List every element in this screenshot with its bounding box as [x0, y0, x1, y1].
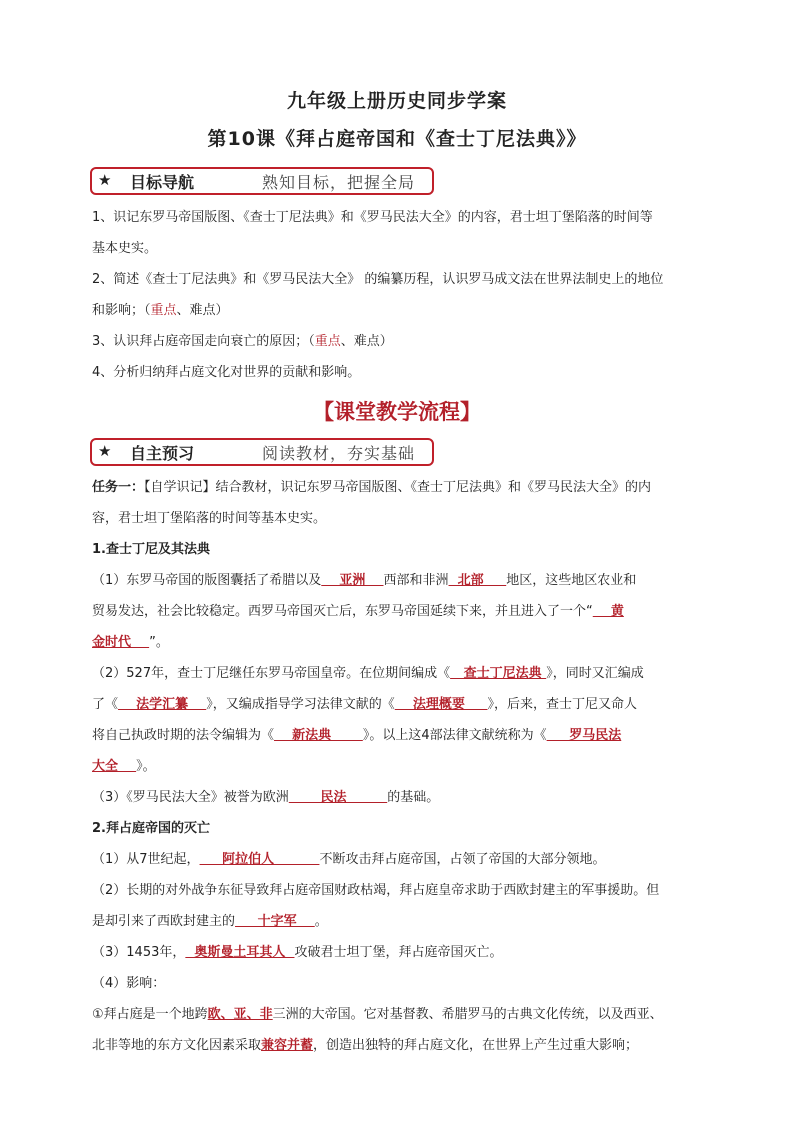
para-2: [92, 658, 704, 689]
banner-tip: 熟知目标，把握全局: [262, 173, 416, 192]
para-q4: （4）影响：: [92, 976, 166, 991]
para-2-end: [92, 751, 704, 782]
goal-item-2-cont: [92, 295, 704, 326]
text: 贸易发达，社会比较稳定。西罗马帝国灭亡后，东罗马帝国延续下来，并且进入了一个“: [92, 604, 593, 619]
para-1-end: [92, 627, 704, 658]
text: 》，又编成指导学习法律文献的《: [206, 697, 395, 712]
answer: 民法: [288, 790, 388, 805]
answer: 亚洲: [321, 573, 384, 588]
banner-label: 目标导航: [130, 173, 195, 192]
answer: 法理概要: [394, 697, 488, 712]
text: 的基础。: [387, 790, 440, 805]
goals-list: [92, 202, 704, 388]
text: 》。: [136, 759, 156, 774]
goal-item-3: [92, 326, 704, 357]
task-line: [92, 472, 704, 503]
doc-title: 九年级上册历史同步学案: [286, 90, 507, 112]
text: 》，后来，查士丁尼又命人: [487, 697, 637, 712]
text: 攻破君士坦丁堡，拜占庭帝国灭亡。: [294, 945, 503, 960]
star-icon: ★: [98, 442, 112, 460]
para-q3: [92, 937, 704, 968]
goal-item-2: 2、简述《查士丁尼法典》和《罗马民法大全》 的编纂历程，认识罗马成文法在世界法制史上的地位: [92, 272, 664, 287]
text: （2）527年，查士丁尼继任东罗马帝国皇帝。在位期间编成《: [92, 666, 451, 681]
text: 。: [314, 914, 328, 929]
goal-banner: [90, 167, 434, 195]
lesson-title: 第10课《拜占庭帝国和《查士丁尼法典》》: [207, 128, 587, 150]
text: 了《: [92, 697, 119, 712]
para-q2: （2）长期的对外战争东征导致拜占庭帝国财政枯竭，拜占庭皇帝求助于西欧封建主的军事援助。但: [92, 883, 660, 898]
para-2-cont2: [92, 720, 704, 751]
section-heading-2: 2.拜占庭帝国的灭亡: [92, 821, 210, 836]
text: 【自学识记】结合教材，识记东罗马帝国版图、《查士丁尼法典》和《罗马民法大全》的内: [144, 480, 652, 495]
answer: 兼容并蓄: [261, 1038, 314, 1053]
answer: 法学汇纂: [118, 697, 207, 712]
answer: 阿拉伯人: [199, 852, 320, 867]
banner-tip: 阅读教材，夯实基础: [262, 444, 416, 463]
text: 3、认识拜占庭帝国走向衰亡的原因；（: [92, 334, 315, 349]
answer: 黄: [592, 604, 624, 619]
para-q2-cont: [92, 906, 704, 937]
answer: 奥斯曼土耳其人: [185, 945, 295, 960]
answer: 大全: [92, 759, 137, 774]
text: ①拜占庭是一个地跨: [92, 1007, 208, 1022]
text: 、难点）: [176, 303, 229, 318]
task-line-cont: 容，君士坦丁堡陷落的时间等基本史实。: [92, 511, 327, 526]
text: 北非等地的东方文化因素采取: [92, 1038, 262, 1053]
answer: 金时代: [92, 635, 150, 650]
goal-item-4: 4、分析归纳拜占庭文化对世界的贡献和影响。: [92, 365, 361, 380]
text: 和影响；（: [92, 303, 151, 318]
section-heading-1: 1.查士丁尼及其法典: [92, 542, 210, 557]
text: 将自己执政时期的法令编辑为《: [92, 728, 275, 743]
star-icon: ★: [98, 171, 112, 189]
text: 不断攻击拜占庭帝国，占领了帝国的大部分领地。: [319, 852, 606, 867]
answer: 十字军: [235, 914, 315, 929]
answer: 新法典: [274, 728, 363, 743]
answer: 查士丁尼法典: [450, 666, 547, 681]
banner-label: 自主预习: [130, 444, 195, 463]
para-1-cont: [92, 596, 704, 627]
content: [92, 472, 704, 1061]
text: 》，同时又汇编成: [546, 666, 644, 681]
text: 》。以上这4部法律文献统称为《: [362, 728, 547, 743]
task-label: 任务一：: [92, 480, 145, 495]
key-point: 重点: [150, 303, 177, 318]
text: 地区，这些地区农业和: [506, 573, 637, 588]
para-2-cont: [92, 689, 704, 720]
text: ，创造出独特的拜占庭文化，在世界上产生过重大影响；: [313, 1038, 639, 1053]
text: 、难点）: [340, 334, 393, 349]
goal-item-1-cont: 基本史实。: [92, 241, 158, 256]
para-3: [92, 782, 704, 813]
section-heading: 【课堂教学流程】: [313, 399, 481, 424]
preview-banner: [90, 438, 434, 466]
text: ”。: [149, 635, 169, 650]
para-q5-cont: [92, 1030, 704, 1061]
text: 西部和非洲: [383, 573, 449, 588]
text: （1）从7世纪起，: [92, 852, 200, 867]
para-q1: [92, 844, 704, 875]
text: （1）东罗马帝国的版图囊括了希腊以及: [92, 573, 322, 588]
goal-item-1: 1、识记东罗马帝国版图、《查士丁尼法典》和《罗马民法大全》的内容，君士坦丁堡陷落的时间等: [92, 210, 653, 225]
text: 是却引来了西欧封建主的: [92, 914, 236, 929]
key-point: 重点: [314, 334, 341, 349]
answer: 欧、亚、非: [207, 1007, 273, 1022]
text: （3）《罗马民法大全》被誉为欧洲: [92, 790, 289, 805]
para-1: [92, 565, 704, 596]
answer: 北部: [448, 573, 507, 588]
text: （3）1453年，: [92, 945, 186, 960]
para-q5: [92, 999, 704, 1030]
answer: 罗马民法: [546, 728, 622, 743]
text: 三洲的大帝国。它对基督教、希腊罗马的古典文化传统，以及西亚、: [272, 1007, 663, 1022]
